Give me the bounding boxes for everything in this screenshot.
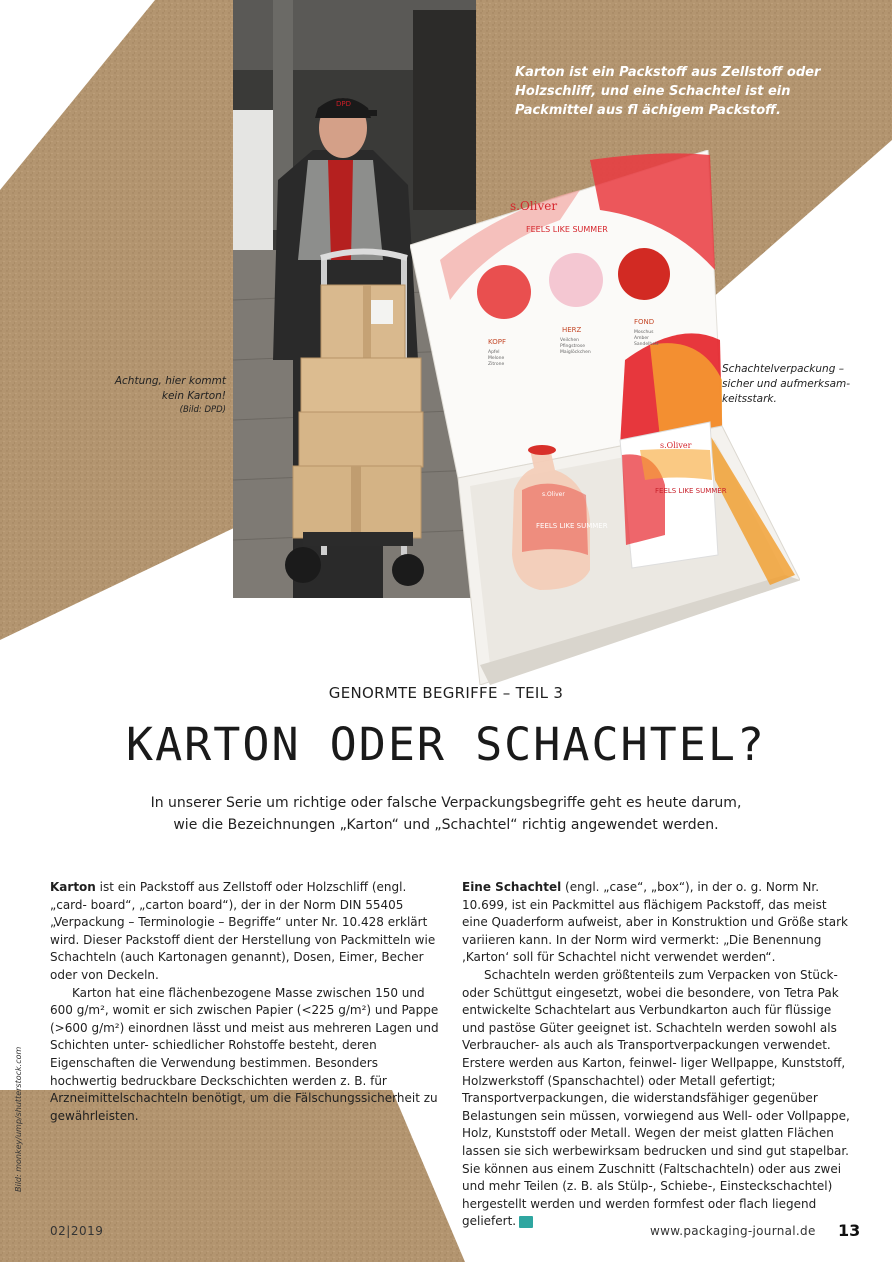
caption-left-main: Achtung, hier kommt kein Karton! [114,375,226,402]
note-fond-line-3: Sandelholz [634,342,659,347]
article-column-right [462,879,850,1231]
note-image-kopf [477,265,531,319]
caption-left [100,374,226,418]
right-paragraph-2-text: Schachteln werden größtenteils zum Verpacken von Stück- oder Schüttgut eingesetzt, wobei die besondere, von Tetra Pak entwickelte Schachtelart aus Verbundkarton auch für flüssige und pastöse Güter geeignet ist. Schachteln werden sowohl als Verbraucher- als auch als Transportverpackungen verwendet. Erstere werden aus Karton, feinwel- liger Wellpappe, Kunststoff, Holzwerkstoff (Spanschachtel) oder Metall gefertigt; Transportverpackungen, die widerstandsfähiger gegenüber Belastungen sein müssen, vorwiegend aus Well- oder Vollpappe, Holz, Kunststoff oder Metall. Wegen der meist glatten Flächen lassen sie sich werbewirksam bedrucken und sind gut stapelbar. Sie können aus einem Zuschnitt (Faltschachteln) oder aus zwei und mehr Teilen (z. B. als Stülp-, Schiebe-, Einsteckschachtel) hergestellt werden und werden formfest oder flach liegend geliefert. [462,967,850,1229]
caption-right-line-2: sicher und aufmerksam- [722,378,851,390]
article-column-left [50,879,442,1125]
article-kicker: GENORMTE BEGRIFFE – TEIL 3 [328,684,564,702]
left-paragraph-1-lead: Karton [50,880,96,894]
note-fond-line-2: Amber [634,336,649,341]
perfume-gift-box-photo [410,150,800,685]
right-paragraph-1-text: (engl. „case“, „box“), in der o. g. Norm Nr. 10.699, ist ein Packmittel aus flächigem Packstoff, das meist eine Quaderform aufweist, aber in Konstruktion und Größe stark variieren kann. In der Norm wird vermerkt: „Die Benennung ‚Karton‘ soll für Schachtel nicht verwendet werden“. [462,880,848,965]
note-image-herz [549,253,603,307]
right-paragraph-1-lead: Eine Schachtel [462,880,562,894]
article-lead-line-2: wie die Bezeichnungen „Karton“ und „Schachtel“ richtig angewendet werden. [173,817,719,833]
caption-top: Karton ist ein Packstoff aus Zellstoff oder Holzschliff, und eine Schachtel ist ein Packmittel aus fl ächigem Packstoff. [515,65,821,118]
note-title-kopf: KOPF [488,338,506,346]
lid-brand-logo: s.Oliver [510,199,558,213]
note-title-fond: FOND [634,318,655,326]
note-herz-line-3: Maiglöckchen [560,350,591,355]
note-fond-line-1: Moschus [634,330,654,335]
note-image-fond [618,248,670,300]
article-headline: KARTON ODER SCHACHTEL? [125,718,767,771]
caption-right [722,362,862,407]
article-lead [120,792,772,836]
image-credit: Bild: monkey/ump/shutterstock.com [14,1046,23,1192]
pj-end-badge: PJ [519,1216,533,1228]
note-title-herz: HERZ [562,326,582,334]
caption-right-line-1: Schachtelverpackung – [722,363,844,375]
footer-page-number: 13 [838,1221,861,1240]
caption-right-line-3: keitsstark. [722,393,777,405]
caption-left-credit: (Bild: DPD) [179,405,226,415]
left-paragraph-2: Karton hat eine flächenbezogene Masse zwischen 150 und 600 g/m², womit er sich zwischen Papier (<225 g/m²) und Pappe (>600 g/m²) einordnen lässt und meist aus mehreren Lagen und Schichten unter- schiedlicher Rohstoffe besteht, deren Eigenschaften die Verwendung bestimmen. Besonders hochwertig bedruckbare Deckschichten werden z. B. für Arzneimittelschachteln benötigt, um die Fälschungssicherheit zu gewährleisten. [50,985,439,1123]
bottle-brand: s.Oliver [542,491,565,498]
footer-url[interactable]: www.packaging-journal.de [650,1224,816,1238]
courier-cap-logo: DPD [336,100,352,108]
note-herz-line-2: Pfingstrose [560,344,585,349]
note-kopf-line-2: Melone [488,356,505,361]
note-kopf-line-1: Apfel [488,350,500,355]
note-herz-line-1: Veilchen [560,338,579,343]
left-paragraph-1 [50,879,442,985]
note-kopf-line-3: Zitrone [488,362,505,367]
right-paragraph-2 [462,967,850,1231]
article-lead-line-1: In unserer Serie um richtige oder falsche Verpackungsbegriffe geht es heute darum, [150,795,742,811]
carton-label: FEELS LIKE SUMMER [655,487,727,495]
right-paragraph-1 [462,879,850,967]
bottle-label: FEELS LIKE SUMMER [536,522,608,530]
footer-issue: 02|2019 [50,1224,104,1238]
left-paragraph-1-text: ist ein Packstoff aus Zellstoff oder Holzschliff (engl. „card- board“, „carton board“), der in der Norm DIN 55405 „Verpackung – Terminologie – Begriffe“ unter Nr. 10.428 erklärt wird. Dieser Packstoff dient der Herstellung von Packmitteln wie Schachteln (auch Kartonagen genannt), Dosen, Eimer, Becher oder von Deckeln. [50,880,436,982]
lid-tagline: FEELS LIKE SUMMER [526,225,608,234]
carton-brand: s.Oliver [660,441,692,450]
